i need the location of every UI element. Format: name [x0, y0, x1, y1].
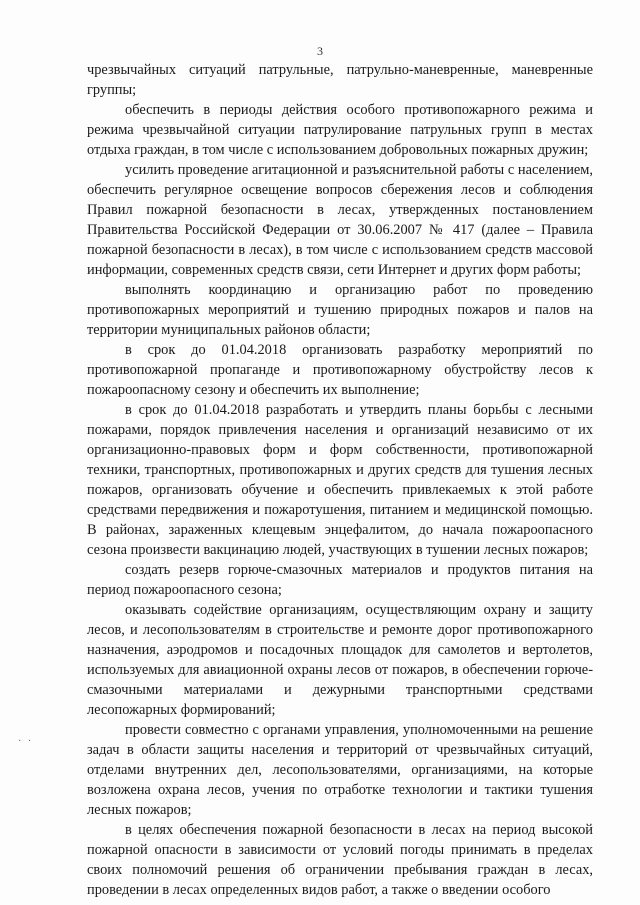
paragraph: в срок до 01.04.2018 организовать разработку мероприятий по противопожарной пропаганде и противопожарному обустройству лесов к пожароопасному сезону и обеспечить их выполнение; — [87, 342, 593, 398]
paragraph: выполнять координацию и организацию работ по проведению противопожарных мероприятий и тушению природных пожаров и палов на территории муниципальных районов области; — [87, 282, 593, 338]
paragraph: усилить проведение агитационной и разъяснительной работы с населением, обеспечить регулярное освещение вопросов сбережения лесов и соблюдения Правил пожарной безопасности в лесах, утвержденных постановлением Правительства Российской Федерации от 30.06.2007 № 417 (далее – Правила пожарной безопасности в лесах), в том числе с использованием средств массовой информации, современных средств связи, сети Интернет и других форм работы; — [87, 162, 593, 278]
paragraph: в целях обеспечения пожарной безопасности в лесах на период высокой пожарной опасности в зависимости от условий погоды принимать в пределах своих полномочий решения об ограничении пребывания граждан в лесах, проведении в лесах определенных видов работ, а также о введении особого — [87, 822, 593, 898]
margin-mark: · · — [18, 736, 34, 747]
paragraph: создать резерв горюче-смазочных материалов и продуктов питания на период пожароопасного сезона; — [87, 562, 593, 598]
document-body — [87, 60, 593, 900]
paragraph: провести совместно с органами управления, уполномоченными на решение задач в области защиты населения и территорий от чрезвычайных ситуаций, отделами внутренних дел, лесопользователями, организациями, на которые возложена охрана лесов, учения по отработке технологии и тактики тушения лесных пожаров; — [87, 722, 593, 818]
paragraph-continuation: чрезвычайных ситуаций патрульные, патрульно-маневренные, маневренные группы; — [87, 62, 593, 98]
paragraph: оказывать содействие организациям, осуществляющим охрану и защиту лесов, и лесопользователям в строительстве и ремонте дорог противопожарного назначения, аэродромов и посадочных площадок для самолетов и вертолетов, используемых для авиационной охраны лесов от пожаров, в обеспечении горюче-смазочными материалами и дежурными транспортными средствами лесопожарных формирований; — [87, 602, 593, 718]
paragraph: в срок до 01.04.2018 разработать и утвердить планы борьбы с лесными пожарами, порядок привлечения населения и организаций независимо от их организационно-правовых форм и форм собственности, противопожарной техники, транспортных, противопожарных и других средств для тушения лесных пожаров, организовать обучение и обеспечить привлекаемых к этой работе средствами передвижения и пожаротушения, питанием и медицинской помощью. В районах, зараженных клещевым энцефалитом, до начала пожароопасного сезона произвести вакцинацию людей, участвующих в тушении лесных пожаров; — [87, 402, 593, 558]
paragraph: обеспечить в периоды действия особого противопожарного режима и режима чрезвычайной ситуации патрулирование патрульных групп в местах отдыха граждан, в том числе с использованием добровольных пожарных дружин; — [87, 102, 593, 158]
page-number: 3 — [317, 44, 323, 58]
